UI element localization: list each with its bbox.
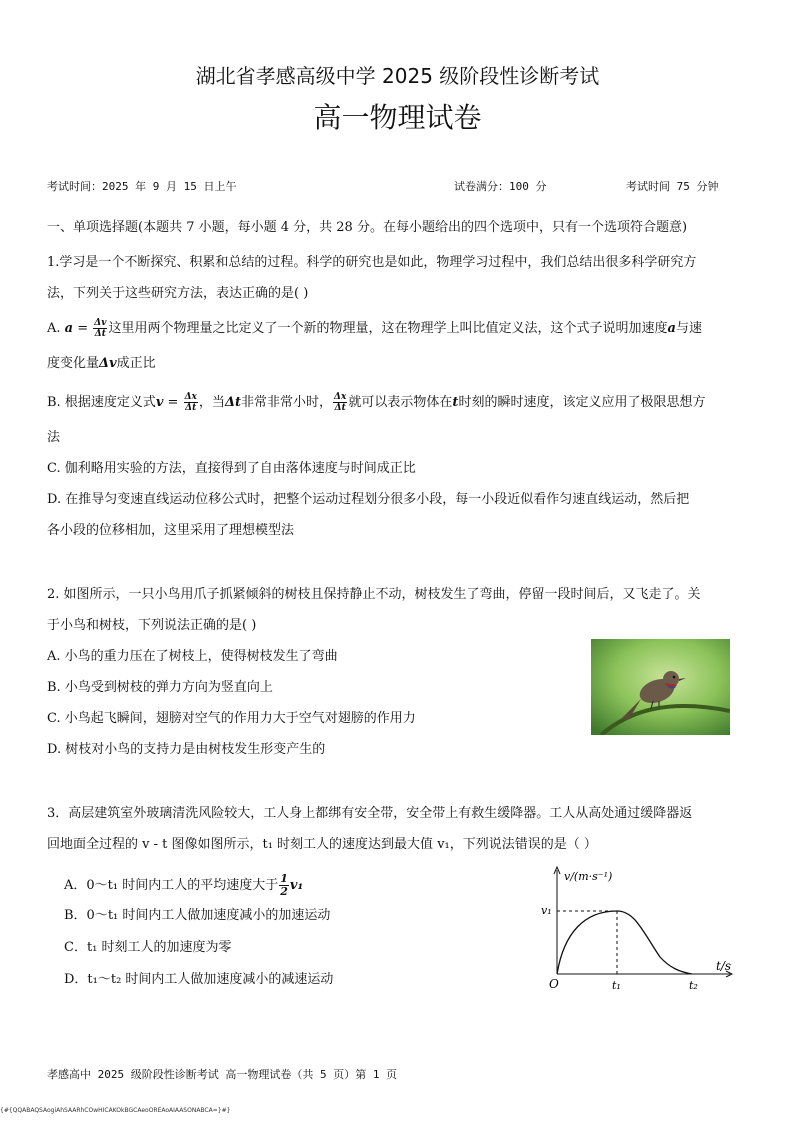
q3-option-b: B．0～t₁ 时间内工人做加速度减小的加速运动 [64,908,331,923]
q1-option-b-line2: 法 [47,430,61,445]
vt-graph [540,862,740,997]
section-heading: 一、单项选择题(本题共 7 小题，每小题 4 分，共 28 分。在每小题给出的四个选项中，只有一个选项符合题意) [47,220,688,235]
q1-option-a-var: a [64,321,74,336]
q1-option-a-text2: 与速 [675,321,702,336]
fraction-denominator: Δt [334,403,346,413]
q1-option-a-line1 [47,318,702,339]
q2-option-a: A. 小鸟的重力压在了树枝上，使得树枝发生了弯曲 [47,649,338,664]
exam-date: 考试时间：2025 年 9 月 15 日上午 [47,180,237,193]
q1-option-b-eq: = [163,395,183,410]
q3-option-a-fraction [279,873,289,898]
q1-option-b-fraction [184,392,198,413]
full-score: 试卷满分：100 分 [454,180,547,193]
q3-stem-line1: 3．高层建筑室外玻璃清洗风险较大，工人身上都绑有安全带，安全带上有救生缓降器。工人从高处通过缓降器返 [47,806,693,821]
q1-option-a-line2-var: Δv [99,356,117,371]
q3-option-a-var: v₁ [289,878,304,893]
graph-t2-label: t₂ [689,979,698,992]
fraction-numerator: Δv [94,318,107,328]
q1-option-b-var: v [155,395,164,410]
graph-v1-label: v₁ [541,904,552,917]
q1-option-a-line2-post: 成正比 [116,356,156,371]
page-footer: 孝感高中 2025 级阶段性诊断考试 高一物理试卷（共 5 页）第 1 页 [47,1068,398,1081]
q2-stem-line1: 2. 如图所示，一只小鸟用爪子抓紧倾斜的树枝且保持静止不动，树枝发生了弯曲，停留一段时间后，又飞走了。关 [47,587,701,602]
q1-option-a-prefix: A. [47,321,65,336]
q1-option-a-line2 [47,355,156,373]
q1-option-b-text1: ，当 [198,395,225,410]
q2-option-c: C. 小鸟起飞瞬间，翅膀对空气的作用力大于空气对翅膀的作用力 [47,711,416,726]
q3-option-c: C．t₁ 时刻工人的加速度为零 [64,940,232,955]
q1-option-b-text3: 就可以表示物体在 [348,395,453,410]
fraction-denominator: Δt [94,329,106,339]
q1-option-b-text2: 非常非常小时， [241,395,333,410]
q1-option-b-var3: t [452,395,459,410]
q1-option-a-text1: 这里用两个物理量之比定义了一个新的物理量，这在物理学上叫比值定义法，这个式子说明加速度 [108,321,668,336]
fraction-denominator: 2 [280,885,288,898]
q1-option-b-fraction2 [333,392,347,413]
fraction-numerator: Δx [184,392,197,402]
fraction-denominator: Δt [185,403,197,413]
q1-option-d-line2: 各小段的位移相加，这里采用了理想模型法 [47,523,295,538]
q3-option-a-text: A．0～t₁ 时间内工人的平均速度大于 [64,878,279,893]
q1-option-d-line1: D. 在推导匀变速直线运动位移公式时，把整个运动过程划分很多小段，每一小段近似看作匀速直线运动，然后把 [47,492,690,507]
fraction-numerator: 1 [280,872,288,885]
graph-t1-label: t₁ [612,979,621,992]
q1-option-a-fraction [93,318,107,339]
q3-stem-line2: 回地面全过程的 v - t 图像如图所示，t₁ 时刻工人的速度达到最大值 v₁，下列说法错误的是（ ） [47,837,597,852]
q1-option-b-prefix: B. 根据速度定义式 [47,395,156,410]
fraction-numerator: Δx [334,392,347,402]
q3-option-a [64,873,303,898]
q2-stem-line2: 于小鸟和树枝，下列说法正确的是( ) [47,618,257,633]
document-id: {#{QQABAQSAogiAhSAARhCOwHICAKOkBGCAeoOREAoAIAASONABCA=}#} [0,1107,231,1114]
q1-option-c: C. 伽利略用实验的方法，直接得到了自由落体速度与时间成正比 [47,461,416,476]
q2-option-b: B. 小鸟受到树枝的弹力方向为竖直向上 [47,680,273,695]
q1-option-a-eq: = [73,321,93,336]
graph-y-axis-label: v/(m·s⁻¹) [564,870,613,883]
q1-stem-line2: 法，下列关于这些研究方法，表达正确的是( ) [47,286,309,301]
q2-option-d: D. 树枝对小鸟的支持力是由树枝发生形变产生的 [47,742,326,757]
q1-option-b-var2: Δt [224,395,242,410]
school-title: 湖北省孝感高级中学 2025 级阶段性诊断考试 [195,64,600,88]
q3-option-d: D．t₁～t₂ 时间内工人做加速度减小的减速运动 [64,972,334,987]
q1-stem-line1: 1.学习是一个不断探究、积累和总结的过程。科学的研究也是如此，物理学习过程中，我们总结出很多科学研究方 [47,255,697,270]
q1-option-a-line2-pre: 度变化量 [47,356,100,371]
graph-origin-label: O [549,977,559,991]
q1-option-a-var2: a [667,321,676,336]
bird-on-branch-photo [591,639,730,735]
paper-title: 高一物理试卷 [313,101,482,134]
q1-option-b-text4: 时刻的瞬时速度，该定义应用了极限思想方 [458,395,706,410]
exam-duration: 考试时间 75 分钟 [626,180,719,193]
q1-option-b-line1 [47,392,705,413]
graph-x-axis-label: t/s [716,959,732,973]
